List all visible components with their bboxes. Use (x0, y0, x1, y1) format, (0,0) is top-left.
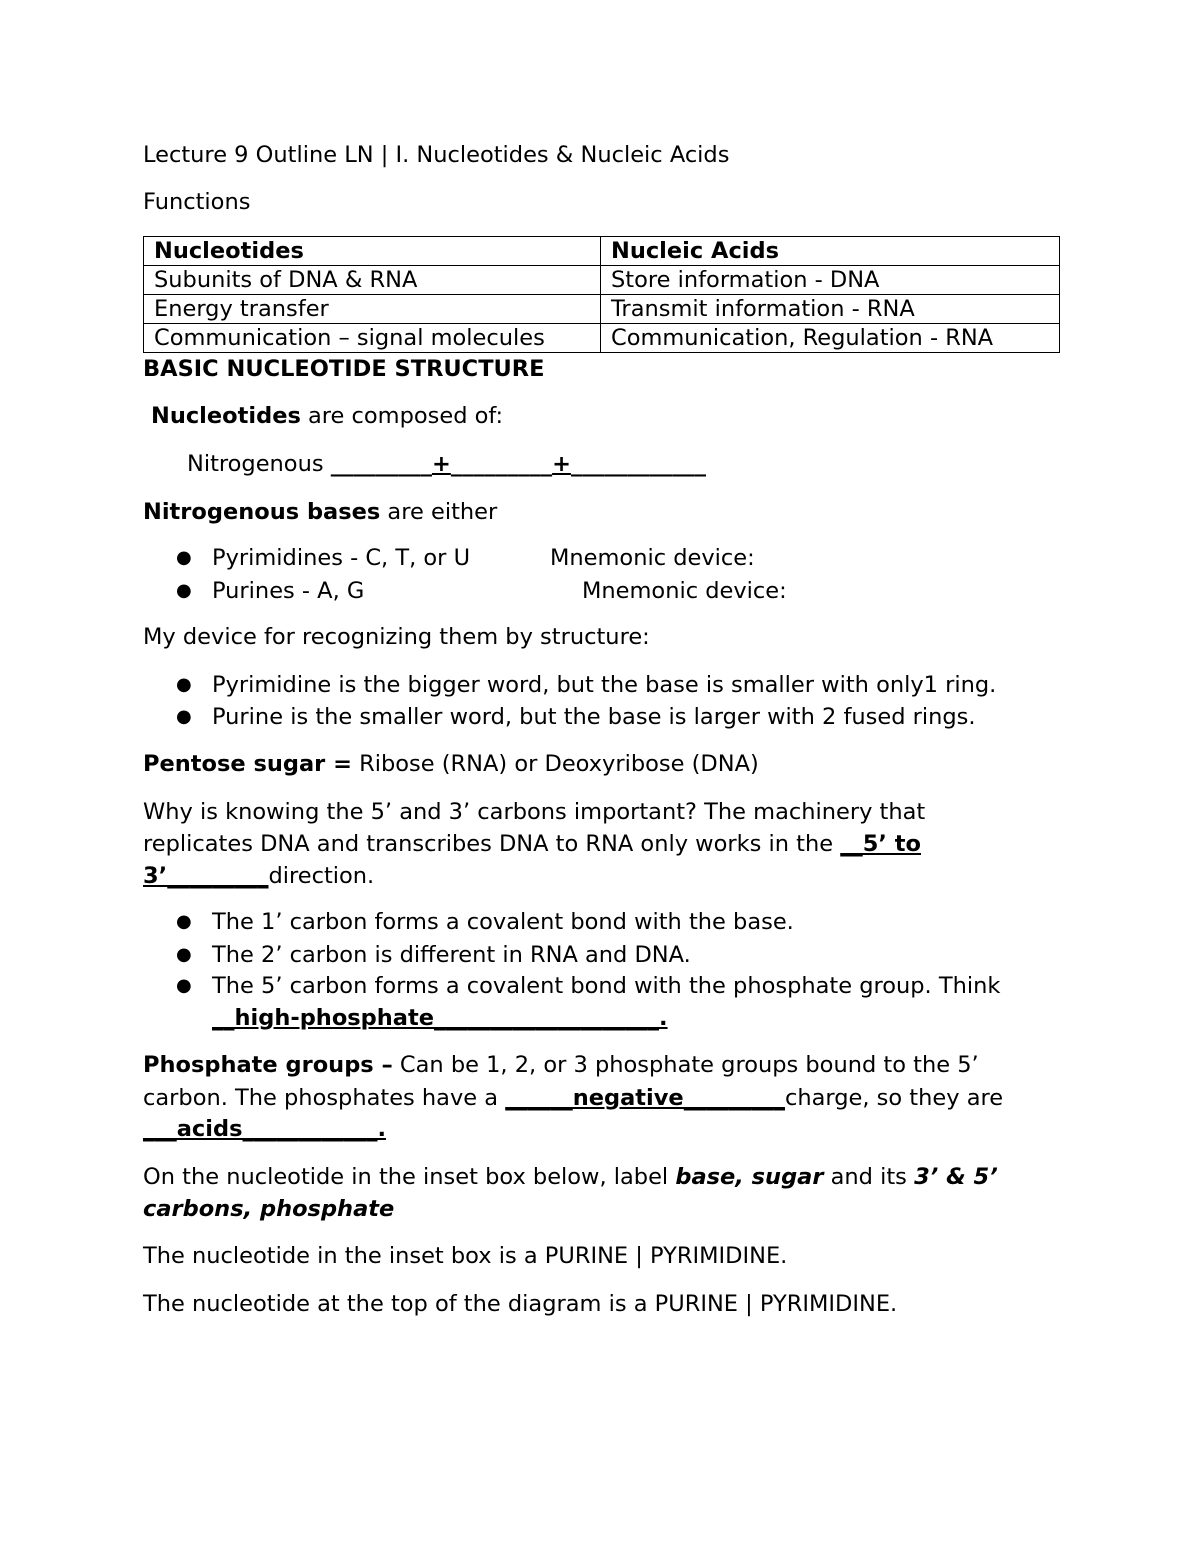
list-item: The 5’ carbon forms a covalent bond with the phosphate group. Think (212, 973, 1001, 999)
phosphate-line-2-text: carbon. The phosphates have a (143, 1085, 506, 1111)
table-cell: Communication – signal molecules (144, 324, 601, 353)
list-item: Pyrimidines - C, T, or U (212, 545, 471, 571)
inset-mid: and its (823, 1164, 915, 1190)
direction-answer-b: 3’_________ (143, 863, 269, 889)
bullet-icon: ● (176, 944, 192, 965)
table-row (144, 324, 1060, 353)
blank-3: ____________ (570, 451, 706, 477)
nitrogenous-word: Nitrogenous (187, 451, 331, 477)
table-row (144, 295, 1060, 324)
plus-1: + (431, 451, 451, 477)
why-line-3 (143, 860, 374, 892)
blank-1: _________ (330, 451, 432, 477)
bullet-icon: ● (176, 547, 192, 568)
list-item: Pyrimidine is the bigger word, but the base is smaller with only1 ring. (212, 672, 997, 698)
table-header-row (144, 237, 1060, 266)
acid-answer: ___acids____________. (143, 1116, 387, 1142)
inset-instruction-2 (143, 1193, 394, 1225)
why-line-1: Why is knowing the 5’ and 3’ carbons important? The machinery that (143, 799, 926, 825)
bullet-icon: ● (176, 706, 192, 727)
phosphate-line-2 (143, 1082, 1003, 1114)
inset-pre: On the nucleotide in the inset box below, label (143, 1164, 676, 1190)
table-header-cell: Nucleotides (144, 237, 601, 266)
inset-question: The nucleotide in the inset box is a PURINE | PYRIMIDINE. (143, 1243, 788, 1269)
bullet-icon: ● (176, 911, 192, 932)
table-row (144, 266, 1060, 295)
section-heading (143, 353, 545, 385)
structure-heading: BASIC NUCLEOTIDE STRUCTURE (143, 356, 545, 382)
functions-label: Functions (143, 189, 251, 215)
table-cell: Energy transfer (144, 295, 601, 324)
think-answer (212, 1002, 668, 1034)
composed-line (151, 400, 503, 432)
phosphate-line-1 (143, 1049, 979, 1081)
bullet-icon: ● (176, 674, 192, 695)
phosphate-line-2-post: charge, so they are (784, 1085, 1004, 1111)
bases-intro (143, 496, 497, 528)
charge-answer: ______negative_________ (505, 1085, 785, 1111)
table-cell: Store information - DNA (601, 266, 1060, 295)
why-line-3-text: direction. (268, 863, 375, 889)
why-line-2-text: replicates DNA and transcribes DNA to RNA only works in the (143, 831, 841, 857)
inset-bold-2: 3’ & 5’ (914, 1164, 998, 1190)
table-cell: Subunits of DNA & RNA (144, 266, 601, 295)
mnemonic-label: Mnemonic device: (582, 578, 787, 604)
bases-intro-rest: are either (380, 499, 498, 525)
pentose-sugar-line (143, 748, 759, 780)
plus-2: + (552, 451, 571, 477)
phosphate-line-3 (143, 1113, 386, 1145)
bullet-icon: ● (176, 580, 192, 601)
inset-line-2-bold: carbons, phosphate (143, 1196, 395, 1222)
blank-2: _________ (450, 451, 553, 477)
direction-answer-a: __5’ to (840, 831, 921, 857)
list-item: Purines - A, G (212, 578, 365, 604)
composed-rest: are composed of: (300, 403, 504, 429)
inset-bold-1: base, sugar (675, 1164, 824, 1190)
list-item: The 1’ carbon forms a covalent bond with the base. (212, 909, 794, 935)
top-question: The nucleotide at the top of the diagram is a PURINE | PYRIMIDINE. (143, 1291, 898, 1317)
composed-bold: Nucleotides (151, 403, 301, 429)
think-answer-text: __high-phosphate____________________. (212, 1005, 668, 1031)
page-title: Lecture 9 Outline LN | I. Nucleotides & Nucleic Acids (143, 142, 730, 168)
table-cell: Transmit information - RNA (601, 295, 1060, 324)
bases-intro-bold: Nitrogenous bases (143, 499, 381, 525)
pentose-rest: Ribose (RNA) or Deoxyribose (DNA) (351, 751, 759, 777)
list-item: The 2’ carbon is different in RNA and DNA. (212, 942, 691, 968)
mnemonic-label: Mnemonic device: (550, 545, 755, 571)
inset-instruction-1 (143, 1161, 998, 1193)
why-line-2 (143, 828, 921, 860)
list-item: Purine is the smaller word, but the base is larger with 2 fused rings. (212, 704, 976, 730)
nitrogenous-fill-line (187, 448, 706, 480)
table-cell: Communication, Regulation - RNA (601, 324, 1060, 353)
pentose-bold: Pentose sugar = (143, 751, 352, 777)
bullet-icon: ● (176, 975, 192, 996)
functions-table (143, 236, 1060, 353)
device-intro: My device for recognizing them by structure: (143, 624, 650, 650)
phosphate-rest: Can be 1, 2, or 3 phosphate groups bound to the 5’ (392, 1052, 979, 1078)
phosphate-bold: Phosphate groups – (143, 1052, 393, 1078)
table-header-cell: Nucleic Acids (601, 237, 1060, 266)
